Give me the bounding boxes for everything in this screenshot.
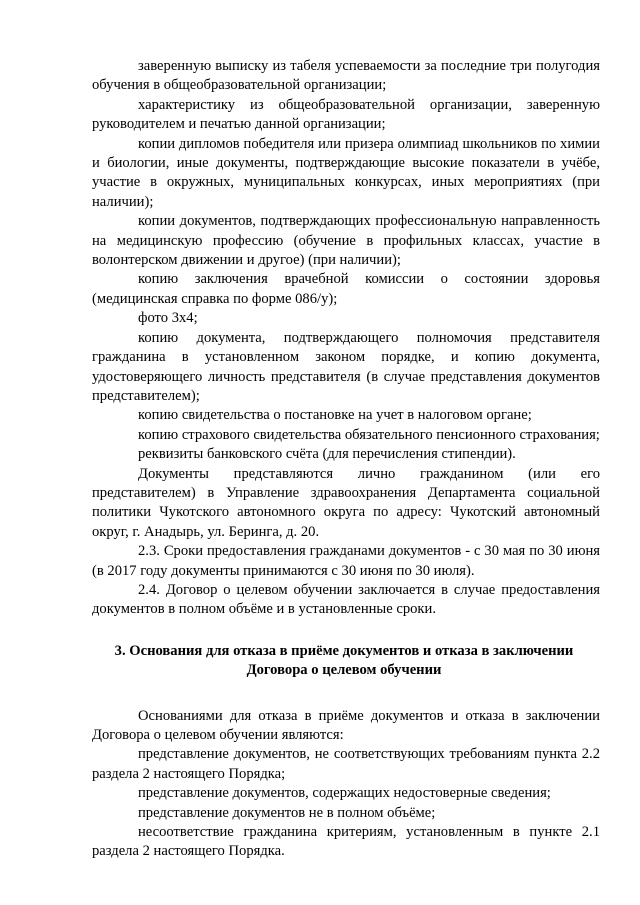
paragraph-submission-address: Документы представляются лично гражданином (или его представителем) в Управление здравоохранения Департамента социальной политики Чукотского автономного округа по адресу: Чукотский автономный округ, г. Анадырь, ул. Беринга, д. 20.: [92, 465, 600, 540]
paragraph-reference: характеристику из общеобразовательной организации, заверенную руководителем и печатью данной организации;: [92, 96, 600, 133]
section-heading-line2: Договора о целевом обучении: [246, 662, 442, 679]
paragraph-grounds-intro: Основаниями для отказа в приёме документов и отказа в заключении Договора о целевом обучении являются:: [92, 707, 600, 743]
section-heading: [92, 642, 600, 681]
paragraph-ground-false-info: представление документов, содержащих недостоверные сведения;: [138, 785, 551, 802]
paragraph-ground-incomplete: представление документов не в полном объёме;: [138, 804, 436, 821]
paragraph-orientation-docs: копии документов, подтверждающих профессиональную направленность на медицинскую профессию (обучение в профильных классах, участие в волонтерском движении и другое) (при наличии);: [92, 213, 600, 269]
paragraph-pension-certificate: копию страхового свидетельства обязательного пенсионного страхования;: [138, 426, 600, 443]
paragraph-diplomas: копии дипломов победителя или призера олимпиад школьников по химии и биологии, иные документы, подтверждающие высокие показатели в учёбе, участие в окружных, муниципальных конкурсах, иных мероприятиях (при наличии);: [92, 135, 600, 210]
paragraph-representative-docs: копию документа, подтверждающего полномочия представителя гражданина в установленном законом порядке, и копию документа, удостоверяющего личность представителя (в случае представления документов представителем);: [92, 329, 600, 404]
paragraph-medical-certificate: копию заключения врачебной комиссии о состоянии здоровья (медицинская справка по форме 086/у);: [92, 271, 600, 307]
section-heading-line1: 3. Основания для отказа в приёме документов и отказа в заключении: [114, 642, 574, 659]
refusal-grounds: [92, 707, 600, 862]
paragraph-photo: фото 3х4;: [138, 310, 198, 327]
paragraph-tax-certificate: копию свидетельства о постановке на учет в налоговом органе;: [138, 407, 532, 424]
paragraph-contract-conclusion: 2.4. Договор о целевом обучении заключается в случае предоставления документов в полном объёме и в установленные сроки.: [92, 581, 600, 618]
paragraph-bank-details: реквизиты банковского счёта (для перечисления стипендии).: [138, 446, 516, 463]
paragraph-deadlines: 2.3. Сроки предоставления гражданами документов - с 30 мая по 30 июня (в 2017 году документы принимаются с 30 июня по 30 июля).: [92, 543, 600, 579]
paragraph-ground-noncompliant: представление документов, не соответствующих требованиям пункта 2.2 раздела 2 настоящего Порядка;: [92, 746, 600, 782]
paragraph-transcript: заверенную выписку из табеля успеваемости за последние три полугодия обучения в общеобразовательной организации;: [92, 58, 600, 94]
paragraph-ground-criteria: несоответствие гражданина критериям, установленным в пункте 2.1 раздела 2 настоящего Порядка.: [92, 824, 600, 860]
